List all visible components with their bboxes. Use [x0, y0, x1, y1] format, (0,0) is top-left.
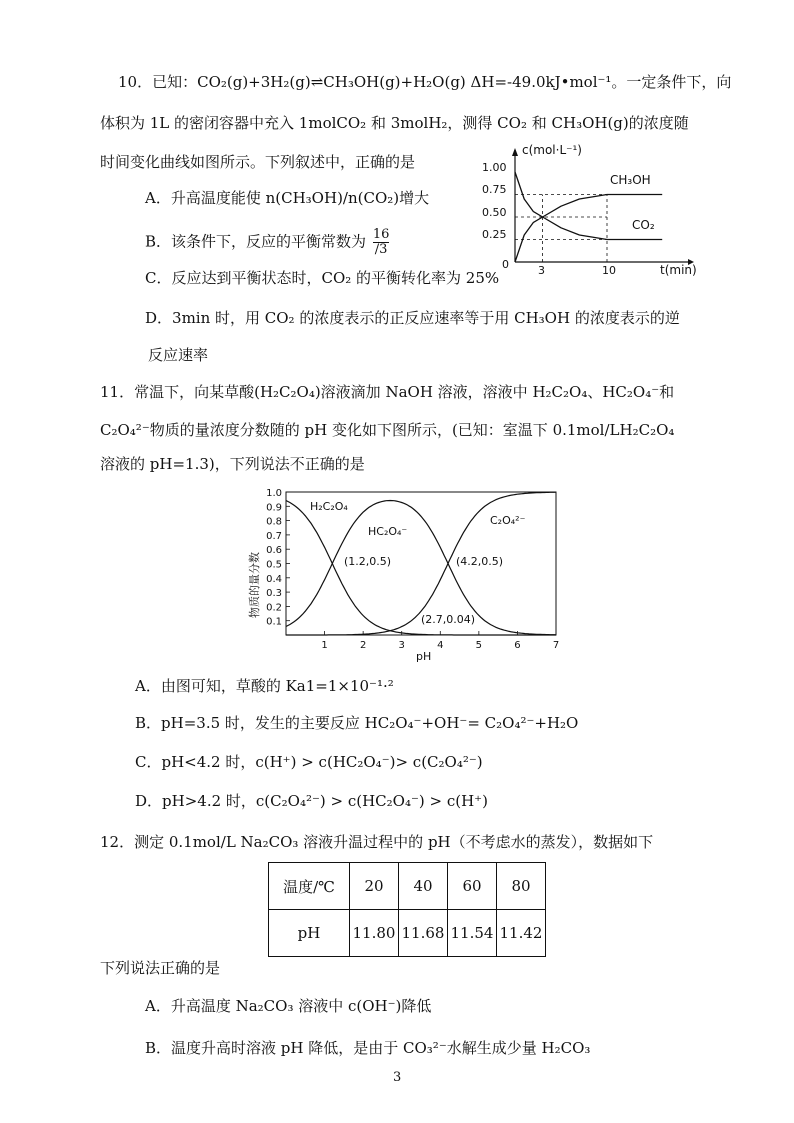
q11-option-d: D．pH>4.2 时，c(C₂O₄²⁻) > c(HC₂O₄⁻) > c(H⁺) — [135, 792, 488, 810]
chart1-ytick-075: 0.75 — [482, 183, 507, 196]
q10-option-b — [145, 228, 389, 257]
chart2-ytick-label: 0.4 — [266, 573, 282, 585]
chart2-ylabel: 物质的量分数 — [248, 552, 261, 618]
table-cell: 11.54 — [448, 910, 497, 957]
chart1-label-ch3oh: CH₃OH — [610, 173, 651, 187]
chart2-xtick-label: 1 — [321, 640, 328, 651]
chart2-ytick-label: 0.5 — [266, 559, 282, 571]
chart2-xtick-label: 2 — [359, 640, 367, 651]
chart2-annot-2: (4.2,0.5) — [456, 555, 504, 568]
q10-intro-line1: 10．已知：CO₂(g)+3H₂(g)⇌CH₃OH(g)+H₂O(g) ΔH=-49.0kJ•mol⁻¹。一定条件下，向 — [118, 73, 732, 91]
chart2-ytick-label: 0.7 — [266, 530, 282, 542]
chart2-xtick-label: 3 — [398, 640, 405, 651]
q10-option-b-prefix: B．该条件下，反应的平衡常数为 — [145, 232, 367, 251]
chart2-xlabel: pH — [416, 650, 432, 663]
chart2-annot-1: (1.2,0.5) — [344, 555, 392, 568]
chart1-xtick-10: 10 — [602, 264, 616, 277]
table-cell: 11.68 — [399, 910, 448, 957]
chart2-label-c2o4: C₂O₄²⁻ — [490, 514, 526, 527]
q11-intro-line3: 溶液的 pH=1.3)，下列说法不正确的是 — [100, 455, 365, 473]
q10-intro-line3: 时间变化曲线如图所示。下列叙述中，正确的是 — [100, 153, 416, 171]
chart1-ytick-025: 0.25 — [482, 228, 507, 241]
q11-option-b: B．pH=3.5 时，发生的主要反应 HC₂O₄⁻+OH⁻= C₂O₄²⁻+H₂O — [135, 714, 579, 732]
table-row — [269, 910, 546, 957]
table-cell: 11.42 — [497, 910, 546, 957]
q11-intro-line2: C₂O₄²⁻物质的量浓度分数随的 pH 变化如下图所示，(已知：室温下 0.1mol/LH₂C₂O₄ — [100, 421, 675, 439]
page-number: 3 — [393, 1070, 402, 1085]
table-cell: 80 — [497, 863, 546, 910]
chart2-ytick-label: 0.8 — [266, 516, 282, 528]
chart2-xtick-label: 6 — [514, 640, 521, 651]
table-cell: 11.80 — [350, 910, 399, 957]
ph-data-table — [268, 862, 546, 957]
fraction-ph-chart — [238, 480, 568, 665]
chart2-label-h2c2o4: H₂C₂O₄ — [310, 500, 348, 513]
chart1-label-co2: CO₂ — [632, 218, 655, 232]
chart1-xlabel: t(min) — [660, 263, 697, 277]
table-cell: 20 — [350, 863, 399, 910]
chart2-ytick-label: 0.2 — [266, 602, 282, 614]
concentration-time-chart — [470, 140, 700, 280]
table-header-ph: pH — [269, 910, 350, 957]
chart1-ylabel: c(mol·L⁻¹) — [522, 143, 582, 157]
table-cell: 60 — [448, 863, 497, 910]
chart1-origin: 0 — [502, 258, 509, 271]
chart2-label-hc2o4: HC₂O₄⁻ — [368, 525, 408, 538]
chart1-xtick-3: 3 — [538, 264, 545, 277]
q10-option-b-numerator: 16 — [372, 227, 390, 242]
q12-option-a: A．升高温度 Na₂CO₃ 溶液中 c(OH⁻)降低 — [145, 997, 432, 1015]
chart2-ytick-label: 0.9 — [266, 502, 282, 514]
q10-option-d-line2: 反应速率 — [148, 346, 209, 364]
chart1-ytick-100: 1.00 — [482, 161, 507, 174]
q11-option-a: A．由图可知，草酸的 Ka1=1×10⁻¹·² — [135, 677, 394, 695]
table-header-temperature: 温度/℃ — [269, 863, 350, 910]
q10-option-b-denominator: /3 — [374, 242, 388, 257]
chart2-ytick-label: 0.3 — [266, 588, 282, 600]
q12-option-b: B．温度升高时溶液 pH 降低，是由于 CO₃²⁻水解生成少量 H₂CO₃ — [145, 1039, 591, 1057]
q11-option-c: C．pH<4.2 时，c(H⁺) > c(HC₂O₄⁻)> c(C₂O₄²⁻) — [135, 753, 483, 771]
q11-intro-line1: 11．常温下，向某草酸(H₂C₂O₄)溶液滴加 NaOH 溶液，溶液中 H₂C₂O₄、HC₂O₄⁻和 — [100, 383, 675, 401]
chart1-ytick-050: 0.50 — [482, 206, 507, 219]
chart2-xtick-label: 5 — [475, 640, 483, 651]
table-cell: 40 — [399, 863, 448, 910]
chart2-xtick-label: 7 — [552, 640, 560, 651]
q10-intro-line2: 体积为 1L 的密闭容器中充入 1molCO₂ 和 3molH₂，测得 CO₂ 和 CH₃OH(g)的浓度随 — [100, 114, 689, 132]
q10-option-d-line1: D．3min 时，用 CO₂ 的浓度表示的正反应速率等于用 CH₃OH 的浓度表示的逆 — [145, 309, 680, 327]
chart1-y-arrow — [512, 148, 518, 156]
q12-lead: 下列说法正确的是 — [100, 959, 221, 977]
chart2-ytick-label: 0.6 — [266, 545, 282, 557]
q12-intro-line1: 12．测定 0.1mol/L Na₂CO₃ 溶液升温过程中的 pH（不考虑水的蒸发），数据如下 — [100, 833, 654, 851]
chart2-ytick-label: 1.0 — [266, 488, 282, 499]
q10-option-a: A．升高温度能使 n(CH₃OH)/n(CO₂)增大 — [145, 189, 430, 207]
chart2-annot-3: (2.7,0.04) — [421, 613, 476, 626]
q10-option-c: C．反应达到平衡状态时，CO₂ 的平衡转化率为 25% — [145, 269, 500, 287]
chart2-ytick-label: 0.1 — [266, 616, 282, 628]
chart2-xtick-label: 4 — [437, 640, 444, 651]
table-row — [269, 863, 546, 910]
